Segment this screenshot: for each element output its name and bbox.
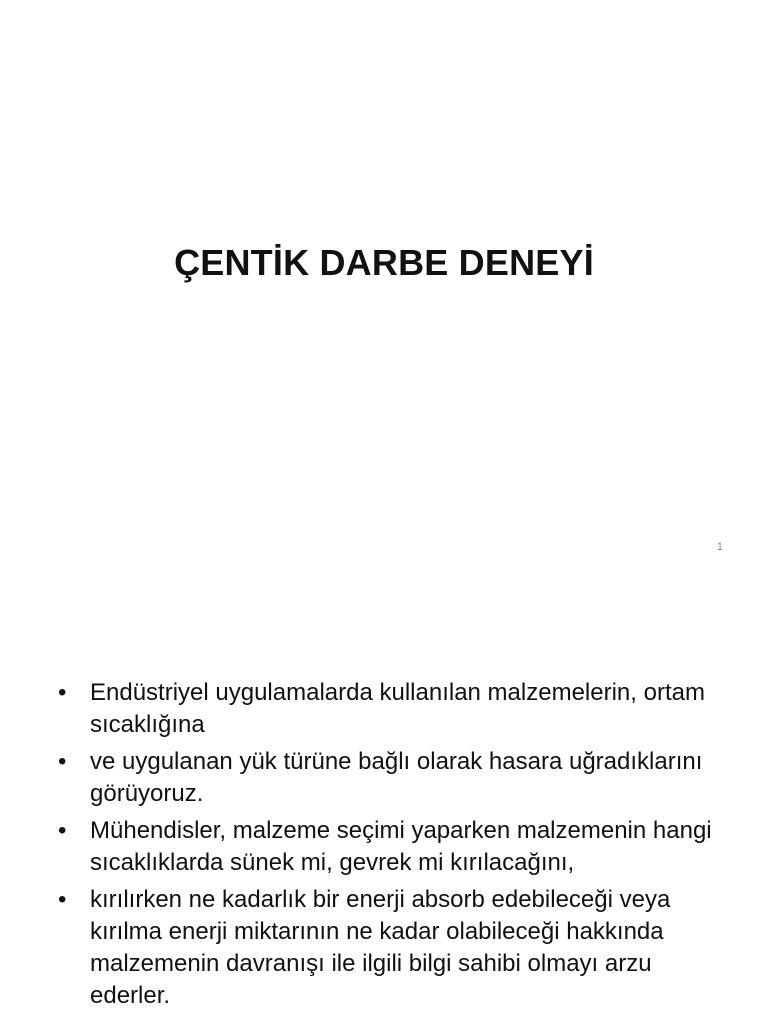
bullet-list bbox=[58, 677, 713, 1017]
slide-title: ÇENTİK DARBE DENEYİ bbox=[174, 242, 594, 284]
bullet-item: • Mühendisler, malzeme seçimi yaparken malzemenin hangi sıcaklıklarda sünek mi, gevrek mi kırılacağını, bbox=[58, 815, 713, 879]
bullet-item: • Endüstriyel uygulamalarda kullanılan malzemelerin, ortam sıcaklığına bbox=[58, 677, 713, 741]
slide-number: 1 bbox=[716, 541, 723, 553]
content-slide bbox=[0, 576, 768, 1024]
bullet-item: • kırılırken ne kadarlık bir enerji absorb edebileceği veya kırılma enerji miktarının ne kadar olabileceği hakkında malzemenin davranışı ile ilgili bilgi sahibi olmayı arzu ederler. bbox=[58, 884, 713, 1012]
bullet-item: • ve uygulanan yük türüne bağlı olarak hasara uğradıklarını görüyoruz. bbox=[58, 746, 713, 810]
